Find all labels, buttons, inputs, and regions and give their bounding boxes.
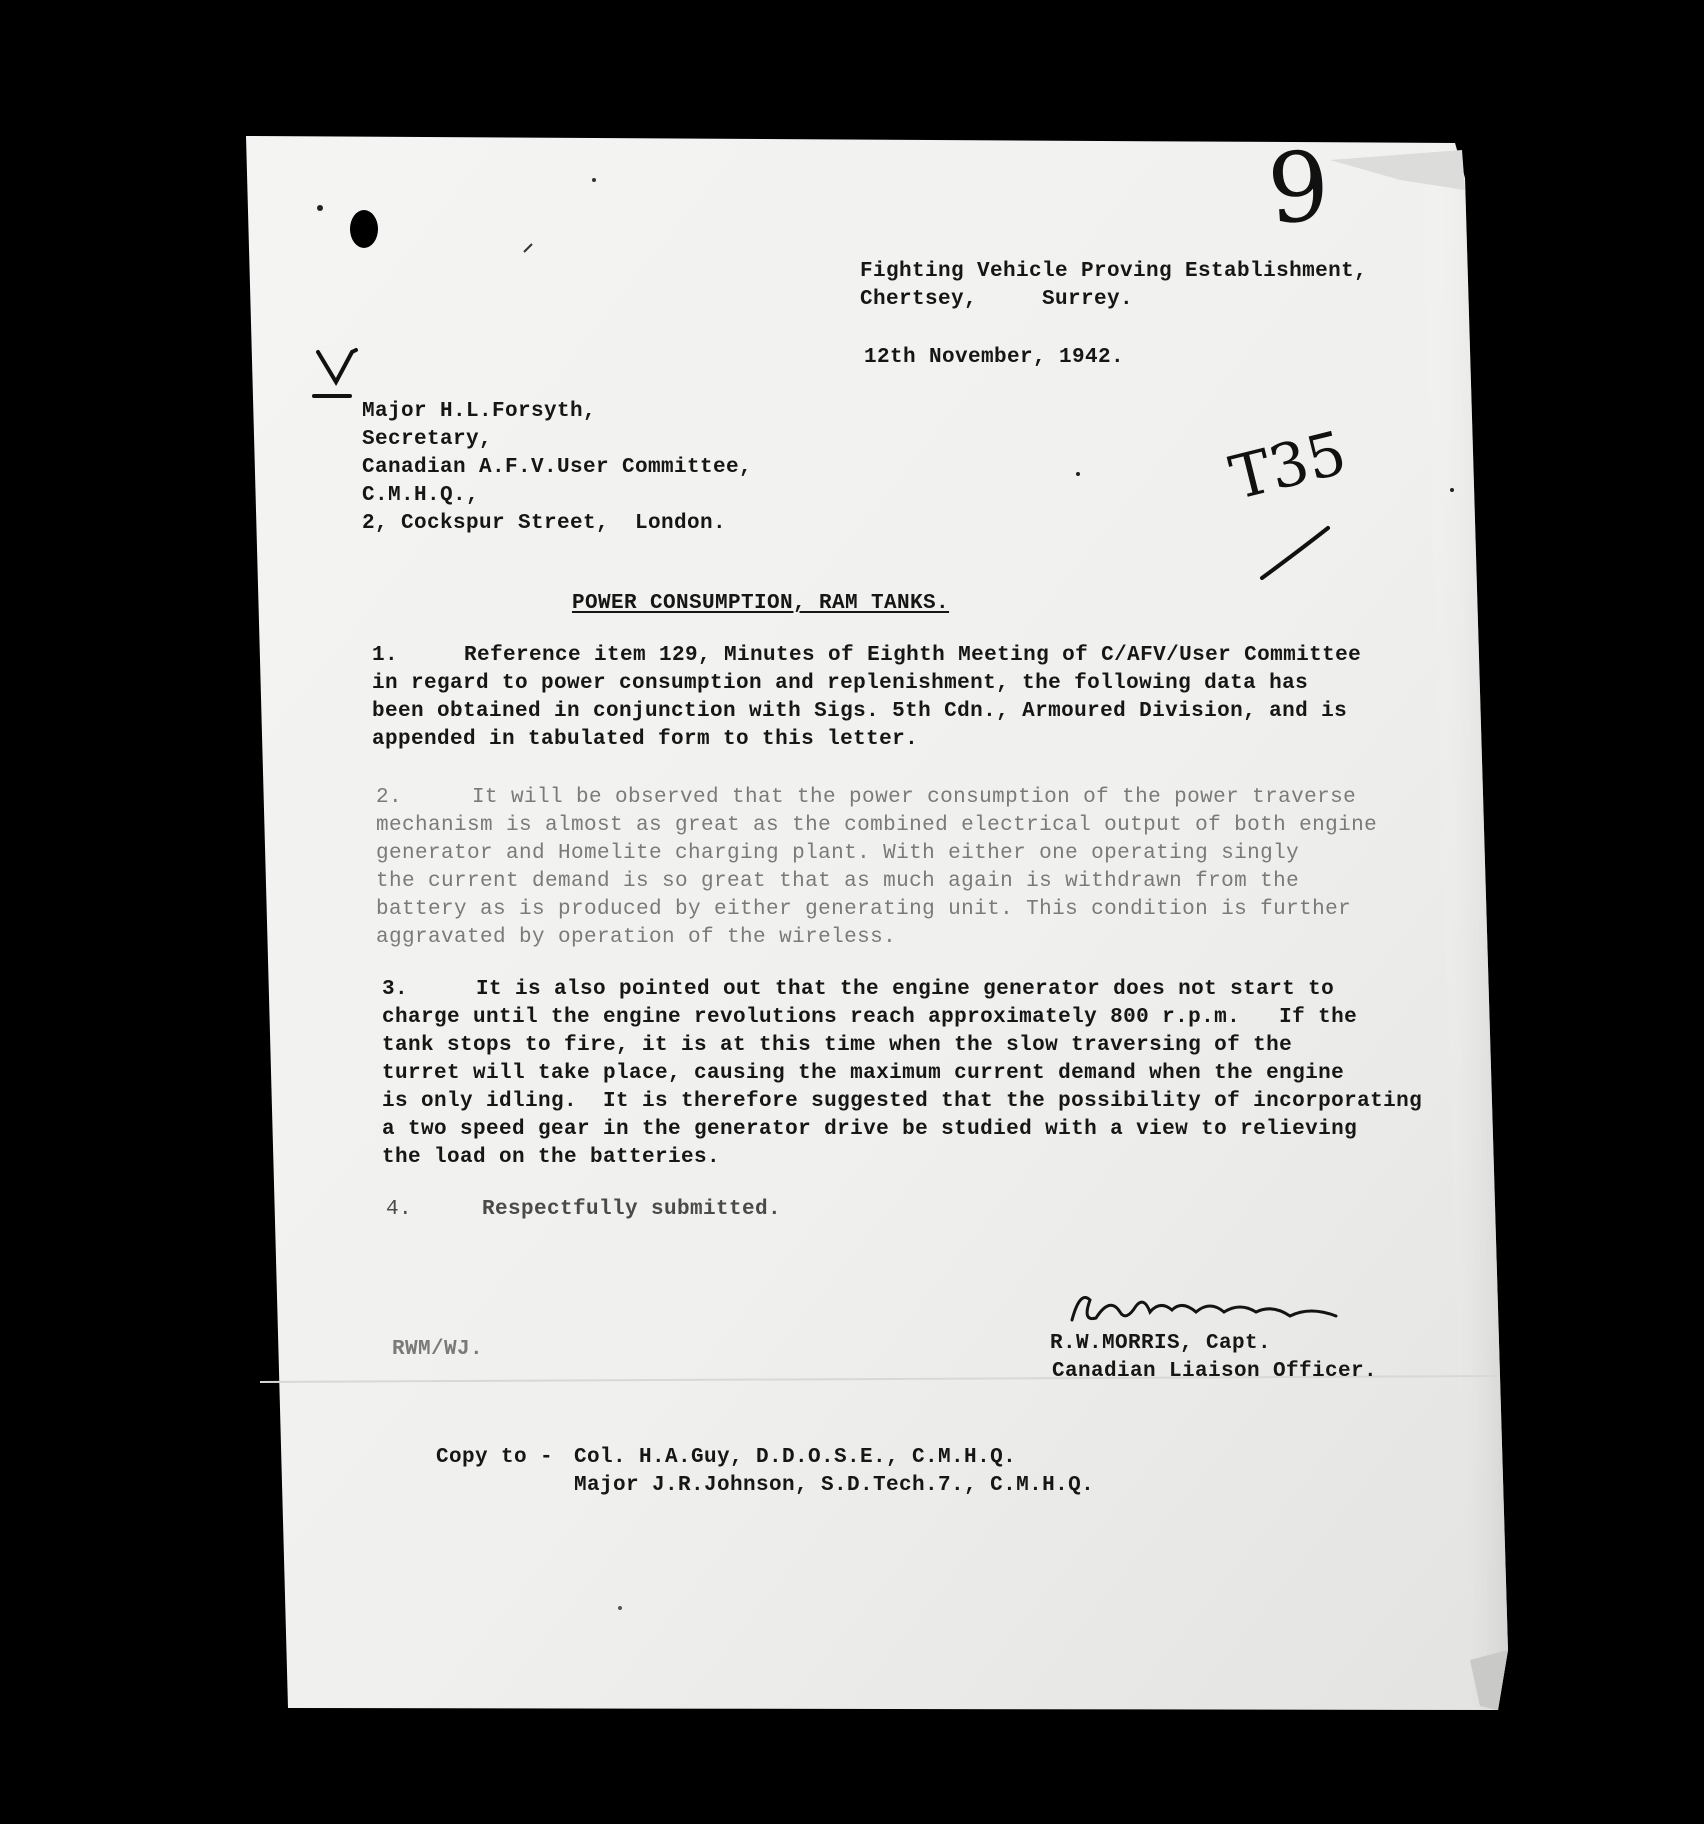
addressee-line: Secretary, bbox=[362, 428, 493, 451]
addressee-line: 2, Cockspur Street, London. bbox=[362, 512, 727, 535]
paragraph-3 bbox=[382, 976, 1422, 1172]
copy-to-label: Copy to - bbox=[436, 1446, 554, 1469]
paragraph-line: tank stops to fire, it is at this time when the slow traversing of the bbox=[382, 1034, 1293, 1057]
letter-date: 12th November, 1942. bbox=[864, 346, 1125, 369]
subject-heading: POWER CONSUMPTION, RAM TANKS. bbox=[572, 592, 950, 615]
addressee-line: Canadian A.F.V.User Committee, bbox=[362, 456, 753, 479]
signatory-title: Canadian Liaison Officer. bbox=[1052, 1360, 1378, 1383]
paragraph-line: appended in tabulated form to this letter. bbox=[372, 728, 919, 751]
paragraph-line: It is also pointed out that the engine generator does not start to bbox=[476, 978, 1335, 1001]
paragraph-line: a two speed gear in the generator drive be studied with a view to relieving bbox=[382, 1118, 1358, 1141]
copy-recipient: Col. H.A.Guy, D.D.O.S.E., C.M.H.Q. bbox=[574, 1446, 1017, 1469]
paragraph-number: 4. bbox=[386, 1198, 413, 1221]
paragraph-number: 1. bbox=[372, 644, 399, 667]
paragraph-2 bbox=[376, 784, 1377, 952]
paragraph-line: charge until the engine revolutions reach approximately 800 r.p.m. If the bbox=[382, 1006, 1358, 1029]
paragraph-line: battery as is produced by either generating unit. This condition is further bbox=[376, 898, 1352, 921]
handwritten-file-ref: T35 bbox=[1223, 417, 1354, 515]
paragraph-line: mechanism is almost as great as the combined electrical output of both engine bbox=[376, 814, 1378, 837]
paragraph-line: the current demand is so great that as much again is withdrawn from the bbox=[376, 870, 1300, 893]
letterhead-location: Chertsey, Surrey. bbox=[860, 288, 1134, 311]
closing-line: Respectfully submitted. bbox=[482, 1198, 782, 1221]
addressee-block bbox=[362, 398, 752, 538]
paragraph-number: 3. bbox=[382, 978, 409, 1001]
paragraph-line: in regard to power consumption and replenishment, the following data has bbox=[372, 672, 1309, 695]
letterhead-organisation: Fighting Vehicle Proving Establishment, bbox=[860, 260, 1368, 283]
paragraph-line: is only idling. It is therefore suggested that the possibility of incorporating bbox=[382, 1090, 1423, 1113]
paragraph-line: generator and Homelite charging plant. With either one operating singly bbox=[376, 842, 1300, 865]
reference-initials: RWM/WJ. bbox=[392, 1338, 484, 1361]
handwritten-page-number: 9 bbox=[1264, 130, 1333, 246]
paragraph-line: turret will take place, causing the maximum current demand when the engine bbox=[382, 1062, 1345, 1085]
paragraph-line: Reference item 129, Minutes of Eighth Meeting of C/AFV/User Committee bbox=[464, 644, 1362, 667]
paragraph-number: 2. bbox=[376, 786, 403, 809]
addressee-line: C.M.H.Q., bbox=[362, 484, 480, 507]
addressee-line: Major H.L.Forsyth, bbox=[362, 400, 597, 423]
paragraph-line: It will be observed that the power consumption of the power traverse bbox=[472, 786, 1357, 809]
copy-recipient: Major J.R.Johnson, S.D.Tech.7., C.M.H.Q. bbox=[574, 1474, 1095, 1497]
signatory-name: R.W.MORRIS, Capt. bbox=[1050, 1332, 1272, 1355]
paragraph-line: the load on the batteries. bbox=[382, 1146, 721, 1169]
paragraph-line: been obtained in conjunction with Sigs. 5th Cdn., Armoured Division, and is bbox=[372, 700, 1348, 723]
paragraph-1 bbox=[372, 642, 1362, 754]
paragraph-line: aggravated by operation of the wireless. bbox=[376, 926, 897, 949]
